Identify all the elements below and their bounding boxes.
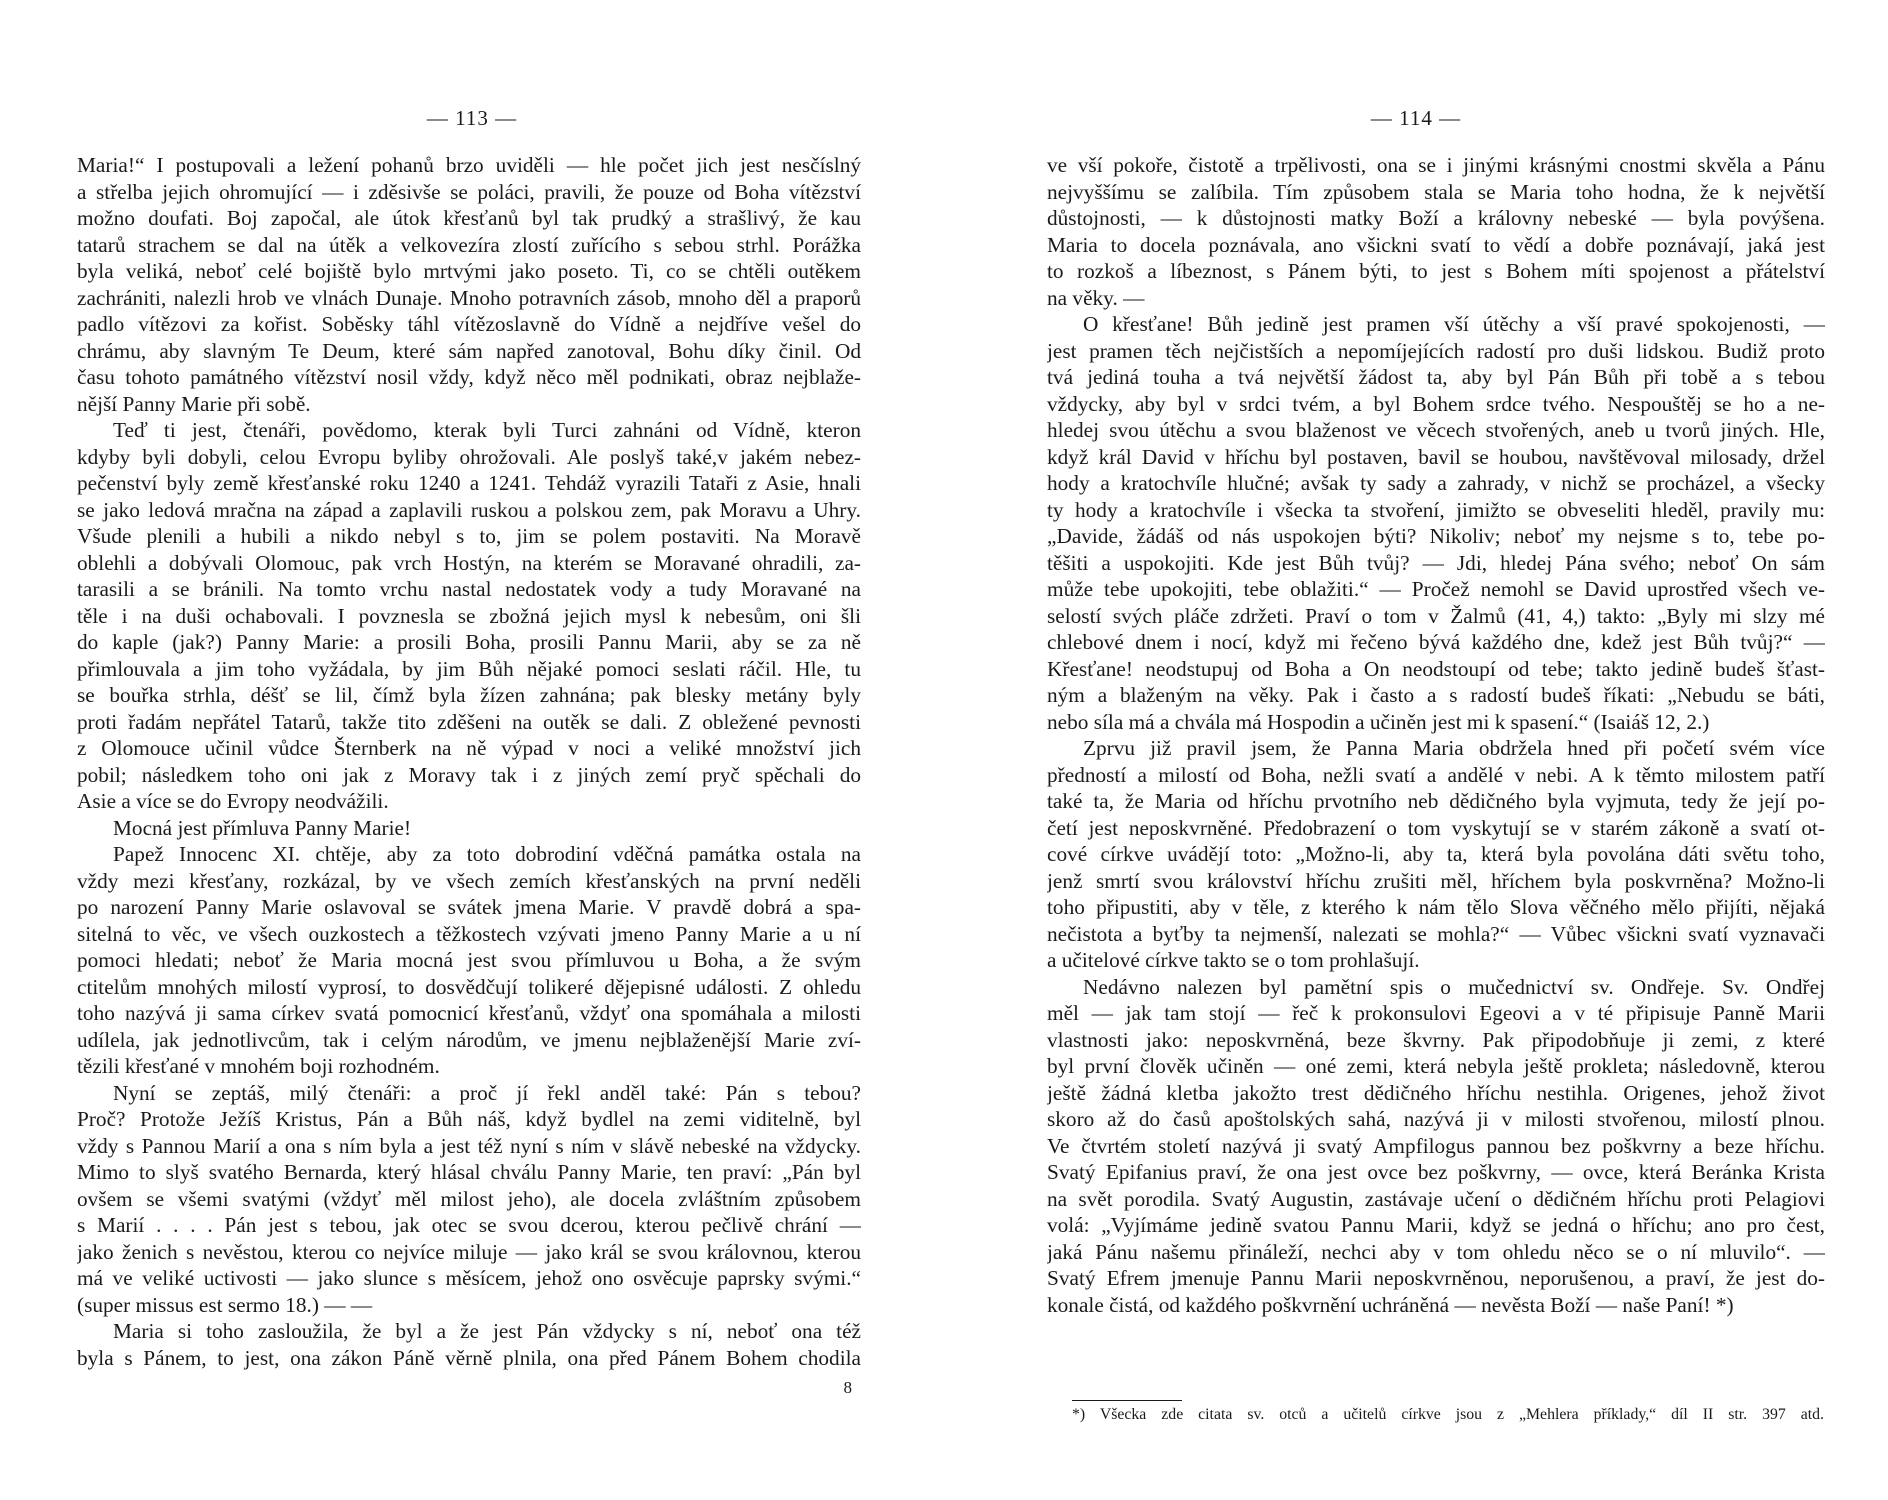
right-page <box>944 0 1888 1500</box>
text-line: Svatý Epifanius praví, že ona jest ovce bez poškvrny, — ovce, která Beránka Krista <box>1047 1160 1825 1184</box>
text-line: nejvyššímu se zalíbila. Tím způsobem stala se Maria toho hodna, že k největší <box>1047 179 1825 204</box>
text-line: byla s Pánem, to jest, ona zákon Páně věrně plnila, ona před Pánem Bohem chodila <box>77 1345 861 1370</box>
page-number: — 113 — <box>426 106 518 130</box>
text-line: tvá jediná touha a tvá největší žádost ta, aby byl Pán Bůh při tobě a s tebou <box>1047 365 1825 389</box>
text-line: pomoci hledati; neboť že Maria mocná jest svou přímluvou u Boha, a že svým <box>77 948 861 972</box>
text-line: na věky. — <box>1047 285 1145 310</box>
text-line: selostí svých pláče zdržeti. Praví o tom v Žalmů (41, 4,) takto: „Byly mi slzy mé <box>1047 603 1825 628</box>
page-number: — 114 — <box>1370 106 1462 130</box>
text-line: těle i na duši ochabovali. I povznesla se zbožná jejich mysl k nebesům, oni šli <box>77 603 861 628</box>
footnote: *) Všecka zde citata sv. otců a učitelů církve jsou z „Mehlera příklady,“ díl II str. 397 atd. <box>1072 1406 1824 1423</box>
text-line: ve vší pokoře, čistotě a trpělivosti, ona se i jinými krásnými cnostmi skvěla a Pánu <box>1047 153 1825 177</box>
text-line: a střelba jejich ohromující — i zděsivše se poláci, pravili, že pouze od Boha vítězství <box>77 179 861 204</box>
text-line: ctitelům mnohých milostí vyprosí, to dosvědčují tolikeré dějepisné události. Z ohledu <box>77 974 861 999</box>
text-line: přimlouvala a jim toho vyžádala, by jim Bůh nějaké pomoci seslati ráčil. Hle, tu <box>77 656 861 681</box>
text-line: měl — jak tam stojí — řeč k prokonsulovi Egeovi a v té připisuje Panně Marii <box>1047 1001 1825 1025</box>
text-line: vždy s Pannou Marií a ona s ním byla a jest též nyní s ním v slávě nebeské na vždycky. <box>77 1133 861 1158</box>
text-line: oblehli a dobývali Olomouc, pak vrch Hostýn, na kterém se Moravané ohradili, za- <box>77 550 861 575</box>
text-line: po narození Panny Marie oslavoval se svátek jmena Marie. V pravdě dobrá a spa- <box>77 895 861 919</box>
text-line: hledej svou útěchu a svou blaženost ve věcech stvořených, aneb u tvorů jiných. Hle, <box>1047 418 1825 442</box>
text-line: má ve veliké uctivosti — jako slunce s měsícem, jehož ono osvěcuje paprsky svými.“ <box>77 1266 861 1290</box>
text-line: do kaple (jak?) Panny Marie: a prosili Boha, prosili Pannu Marii, aby se za ně <box>77 630 861 654</box>
text-line: byla veliká, neboť celé bojiště bylo mrtvými jako poseto. Ti, co se chtěli outěkem <box>77 259 861 283</box>
text-line: sitelná to věc, ve všech ouzkostech a těžkostech vzývati jmeno Panny Marie a u ní <box>77 921 861 946</box>
text-line: ovšem se všemi svatými (vždyť měl milost jeho), ale docela zvláštním způsobem <box>77 1186 861 1211</box>
text-line: toho připustiti, aby v těle, z kterého k nám tělo Slova věčného mělo přijíti, nějaká <box>1047 895 1825 919</box>
text-line: když král David v hříchu byl postaven, bavil se houbou, navštěvoval milosady, držel <box>1047 444 1825 469</box>
paragraph-start-line: Nedávno nalezen byl pamětní spis o mučednictví sv. Ondřeje. Sv. Ondřej <box>1083 974 1825 999</box>
text-line: Svatý Efrem jmenuje Pannu Marii neposkvrněnou, neporušenou, a praví, že jest do- <box>1047 1266 1825 1290</box>
text-line: zachrániti, nalezli hrob ve vlnách Dunaje. Mnoho potravních zásob, mnoho děl a praporů <box>77 285 861 310</box>
text-line: na svět porodila. Svatý Augustin, zastávaje učení o dědičném hříchu proti Pelagiovi <box>1047 1186 1825 1211</box>
text-line: jest pramen těch nejčistších a nepomíjejících radostí pro duši lidskou. Budiž proto <box>1047 338 1825 363</box>
text-line: s Marií . . . . Pán jest s tebou, jak otec se svou dcerou, kterou pečlivě chrání — <box>77 1213 861 1237</box>
text-line: může tebe upokojiti, tebe oblažiti.“ — Pročež nemohl se David uprostřed všech ve- <box>1047 577 1825 601</box>
paragraph-start-line: Maria si toho zasloužila, že byl a že jest Pán vždycky s ní, neboť ona též <box>113 1319 861 1343</box>
text-line: důstojnosti, — k důstojnosti matky Boží a královny nebeské — byla povýšena. <box>1047 206 1825 230</box>
text-line: nější Panny Marie při sobě. <box>77 391 311 416</box>
text-line: nečistota a byťby ta nejmenší, nalezati se mohla?“ — Vůbec všickni svatí vyznavači <box>1047 921 1825 946</box>
text-line: byl první člověk učiněn — oné zemi, která nebyla ještě prokleta; následovně, kterou <box>1047 1054 1825 1078</box>
text-line: pečenství byly země křesťanské roku 1240 a 1241. Tehdáž vyrazili Tataři z Asie, hnali <box>77 471 861 495</box>
text-line: ným a blaženým na věky. Pak i často a s radostí budeš říkati: „Nebudu se báti, <box>1047 683 1825 707</box>
text-line: cové církve uvádějí toto: „Možno-li, aby ta, která byla povolána dáti světu toho, <box>1047 842 1825 866</box>
text-line: skoro až do časů apoštolských sahá, nazývá ji v milosti stvořenou, milostí plnou. <box>1047 1107 1825 1131</box>
text-line: padlo vítězovi za kořist. Soběsky táhl vítězoslavně do Vídně a nejdříve vešel do <box>77 312 861 336</box>
right-page-text <box>1047 152 1825 1318</box>
text-line: proti řadám nepřátel Tatarů, takže tito zděšeni na outěk se dali. Z obležené pevnosti <box>77 709 861 734</box>
text-line: nebo síla má a chvála má Hospodin a učiněn jest mi k spasení.“ (Isaiáš 12, 2.) <box>1047 709 1710 734</box>
text-line: Asie a více se do Evropy neodvážili. <box>77 789 389 813</box>
text-line: tarasili a se bránili. Na tomto vrchu nastal nedostatek vody a tudy Moravané na <box>77 577 861 601</box>
text-line: Maria!“ I postupovali a ležení pohanů brzo uviděli — hle počet jich jest nesčíslný <box>77 153 861 177</box>
text-line: Mimo to slyš svatého Bernarda, který hlásal chválu Panny Marie, ten praví: „Pán byl <box>77 1160 861 1184</box>
text-line: konale čistá, od každého poškvrnění uchráněná — nevěsta Boží — naše Paní! *) <box>1047 1292 1734 1317</box>
paragraph-start-line: O křesťane! Bůh jedině jest pramen vší útěchy a vší pravé spokojenosti, — <box>1083 312 1825 336</box>
paragraph-start-line: Teď ti jest, čtenáři, povědomo, kterak byli Turci zahnáni od Vídně, kteron <box>113 418 861 442</box>
text-line: Ve čtvrtém století nazývá ji svatý Ampfilogus pannou bez poškvrny a beze hříchu. <box>1047 1133 1825 1158</box>
paragraph-start-line: Mocná jest přímluva Panny Marie! <box>113 815 412 840</box>
text-line: chrámu, aby slavným Te Deum, které sám napřed zanotoval, Bohu díky činil. Od <box>77 338 861 363</box>
text-line: toho nazývá ji sama církev svatá pomocnicí křesťanů, vždyť ona spomáhala a milosti <box>77 1001 861 1025</box>
text-line: četí jest neposkvrněné. Předobrazení o tom vyskytují se v starém zákoně a svatí ot- <box>1047 815 1825 840</box>
text-line: z Olomouce učinil vůdce Šternberk na ně výpad v noci a veliké množství jich <box>77 736 861 760</box>
text-line: předností a milostí od Boha, nežli svatí a andělé v nebi. A k těmto milostem patří <box>1047 762 1825 787</box>
text-line: Všude plenili a hubili a nikdo nebyl s to, jim se polem postaviti. Na Moravě <box>77 524 861 548</box>
text-line: těšiti a uspokojiti. Kde jest Bůh tvůj? — Jdi, hledej Pána svého; neboť On sám <box>1047 550 1825 575</box>
text-line: ty hody a kratochvíle i všecka ta stvoření, jimižto se obveseliti hleděl, pravily mu: <box>1047 497 1825 522</box>
text-line: jaká Pánu našemu přináleží, nechci aby v tom ohledu něco se o ní mluvilo“. — <box>1047 1239 1825 1264</box>
text-line: to rozkoš a líbeznost, s Pánem býti, to jest s Bohem míti spojenost a přátelství <box>1047 259 1825 283</box>
text-line: tězili křesťané v mnohém boji rozhodném. <box>77 1054 440 1078</box>
text-line: (super missus est sermo 18.) — — <box>77 1292 373 1317</box>
footnote-divider <box>1072 1400 1182 1401</box>
text-line: Křesťane! neodstupuj od Boha a On neodstoupí od tebe; takto jedině budeš šťast- <box>1047 656 1825 681</box>
text-line: také ta, že Maria od hříchu prvotního neb dědičného byla vyjmuta, tedy že její po- <box>1047 789 1825 813</box>
text-line: vždy mezi křesťany, rozkázal, by ve všech zemích křesťanských na první neděli <box>77 868 861 893</box>
text-line: jenž smrtí svou království hříchu zrušiti měl, hříchem byla poskvrněna? Možno-li <box>1047 868 1825 893</box>
text-line: času tohoto památného vítězství nosil vždy, když něco měl podnikati, obraz nejblaže- <box>77 365 861 389</box>
text-line: hody a kratochvíle hlučné; avšak ty sady a zahrady, v nichž se procházel, a všecky <box>1047 471 1825 495</box>
text-line: se bouřka strhla, déšť se lil, čímž byla žízen zahnána; pak blesky metány byly <box>77 683 861 707</box>
printer-signature: 8 <box>843 1378 852 1397</box>
text-line: udílela, jak jednotlivcům, tak i celým národům, ve jmenu nejblaženější Marie zví- <box>77 1027 861 1052</box>
text-line: možno doufati. Boj započal, ale útok křesťanů byl tak prudký a strašlivý, že kau <box>77 206 861 230</box>
text-line: jako ženich s nevěstou, kterou co nejvíce miluje — jako král se svou královnou, kterou <box>77 1239 861 1264</box>
text-line: ještě žádná kletba jakožto trest dědičného hříchu nestihla. Origenes, jehož život <box>1047 1080 1825 1105</box>
text-line: „Davide, žádáš od nás uspokojen býti? Nikoliv; neboť my nejsme s to, tebe po- <box>1047 524 1825 548</box>
text-line: kdyby byli dobyli, celou Evropu byliby ohrožovali. Ale poslyš také,v jakém nebez- <box>77 444 861 469</box>
text-line: Proč? Protože Ježíš Kristus, Pán a Bůh náš, když bydlel na zemi viditelně, byl <box>77 1107 861 1131</box>
text-line: tatarů strachem se dal na útěk a velkovezíra zlostí zuřícího s sebou strhl. Porážka <box>77 232 861 257</box>
text-line: vlastnosti jako: neposkvrněná, beze škvrny. Pak připodobňuje ji zemi, z které <box>1047 1027 1825 1052</box>
text-line: se jako ledová mračna na západ a zaplavili ruskou a polskou zem, pak Moravu a Uhry. <box>77 497 861 522</box>
paragraph-start-line: Papež Innocenc XI. chtěje, aby za toto dobrodiní vděčná památka ostala na <box>113 842 861 866</box>
left-page-text <box>77 152 861 1371</box>
text-line: pobil; následkem toho oni jak z Moravy tak i z jiných zemí pryč spěchali do <box>77 762 861 787</box>
paragraph-start-line: Nyní se zeptáš, milý čtenáři: a proč jí řekl anděl také: Pán s tebou? <box>113 1080 861 1105</box>
text-line: Maria to docela poznávala, ano všickni svatí to vědí a dobře poznávají, jaká jest <box>1047 232 1825 257</box>
text-line: vždycky, aby byl v srdci tvém, a byl Bohem srdce tvého. Nespouštěj se ho a ne- <box>1047 391 1825 416</box>
text-line: a učitelové církve takto se o tom prohlašují. <box>1047 948 1420 972</box>
text-line: chlebové dnem i nocí, když mi řečeno bývá každého dne, kdež jest Bůh tvůj?“ — <box>1047 630 1825 654</box>
text-line: volá: „Vyjímáme jedině svatou Pannu Marii, když se jedná o hříchu; ano pro čest, <box>1047 1213 1825 1237</box>
paragraph-start-line: Zprvu již pravil jsem, že Panna Maria obdržela hned při početí svém více <box>1083 736 1825 760</box>
